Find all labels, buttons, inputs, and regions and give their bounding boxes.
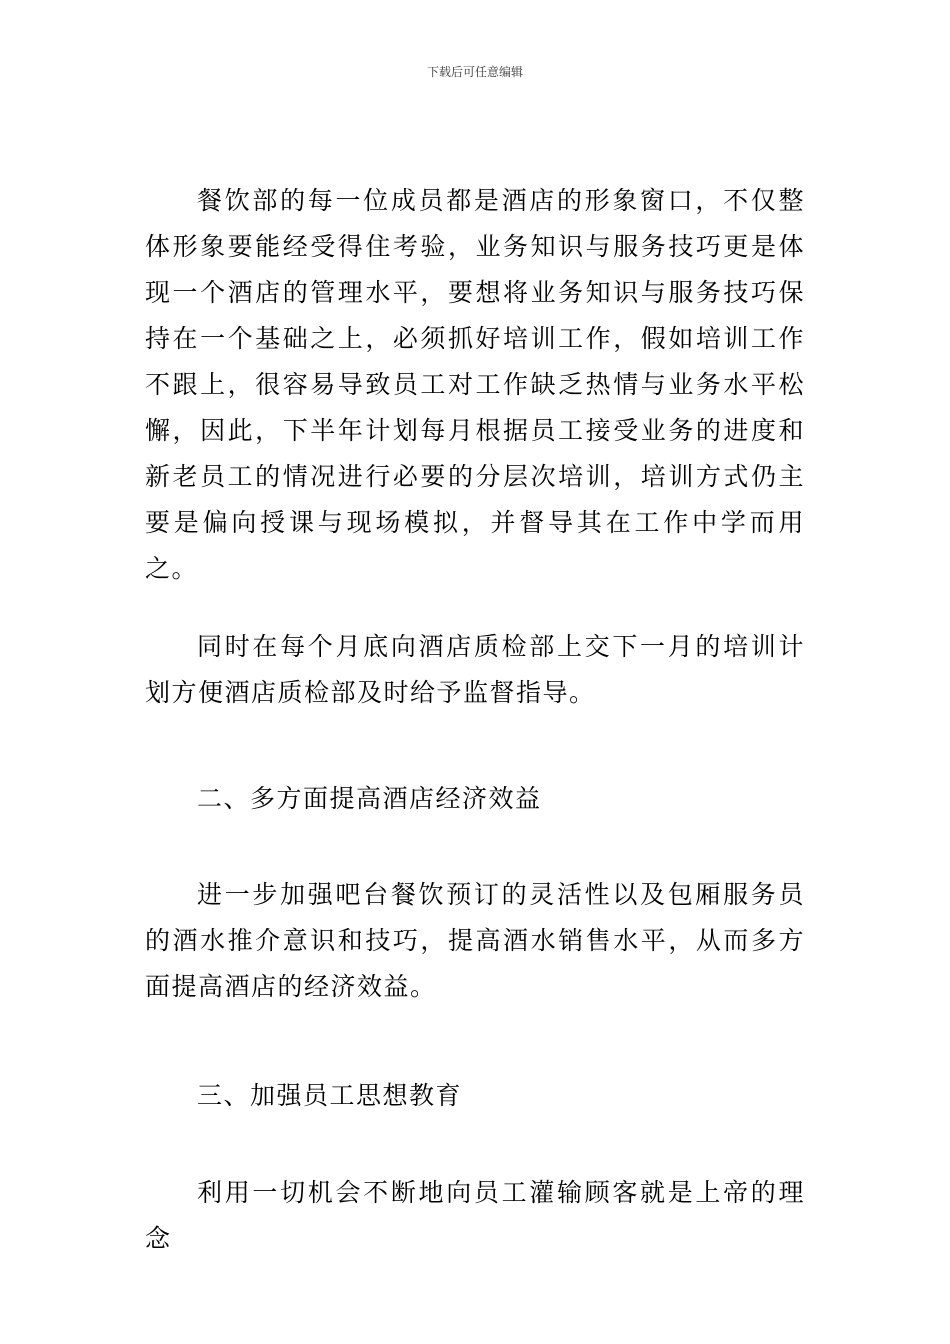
paragraph-staff-education: 利用一切机会不断地向员工灌输顾客就是上帝的理念 xyxy=(145,1178,805,1253)
header-note: 下载后可任意编辑 xyxy=(426,65,523,79)
paragraph-training: 餐饮部的每一位成员都是酒店的形象窗口，不仅整体形象要能经受得住考验，业务知识与服务技巧更是体现一个酒店的管理水平，要想将业务知识与服务技巧保持在一个基础之上，必须抓好培训工作，假如培训工作不跟上，很容易导致员工对工作缺乏热情与业务水平松懈，因此，下半年计划每月根据员工接受业务的进度和新老员工的情况进行必要的分层次培训，培训方式仍主要是偏向授课与现场模拟，并督导其在工作中学而用之。 xyxy=(145,186,805,583)
section-heading-economic-benefit: 二、多方面提高酒店经济效益 xyxy=(197,784,542,813)
section-heading-staff-education: 三、加强员工思想教育 xyxy=(197,1081,463,1110)
paragraph-economic-benefit: 进一步加强吧台餐饮预订的灵活性以及包厢服务员的酒水推介意识和技巧，提高酒水销售水平，从而多方面提高酒店的经济效益。 xyxy=(145,880,805,1001)
paragraph-training-plan: 同时在每个月底向酒店质检部上交下一月的培训计划方便酒店质检部及时给予监督指导。 xyxy=(145,632,805,707)
